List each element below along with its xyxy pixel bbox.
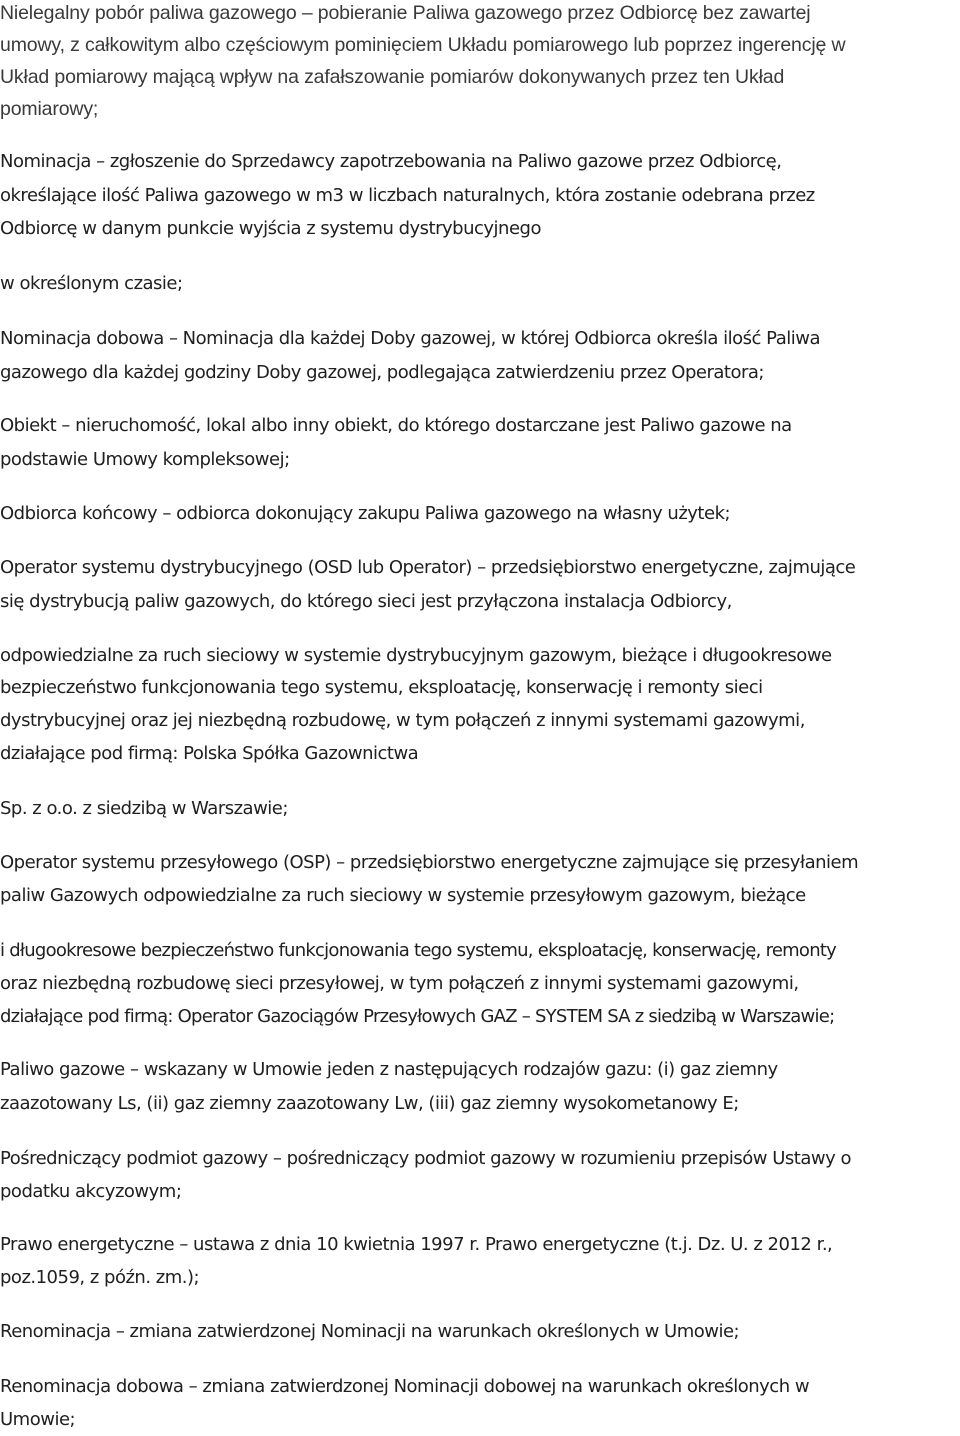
text-line: Odbiorca końcowy – odbiorca dokonujący zakupu Paliwa gazowego na własny użytek; [0, 503, 731, 524]
text-line: oraz niezbędną rozbudowę sieci przesyłowej, w tym połączeń z innymi systemami gazowymi, [0, 973, 799, 994]
text-line: Operator systemu przesyłowego (OSP) – przedsiębiorstwo energetyczne zajmujące się przesyłaniem [0, 852, 859, 873]
text-line: Renominacja dobowa – zmiana zatwierdzonej Nominacji dobowej na warunkach określonych w [0, 1376, 810, 1397]
text-line: Paliwo gazowe – wskazany w Umowie jeden z następujących rodzajów gazu: (i) gaz ziemny [0, 1059, 778, 1080]
text-line: w określonym czasie; [0, 273, 183, 294]
text-line: podatku akcyzowym; [0, 1181, 182, 1202]
text-line: poz.1059, z późn. zm.); [0, 1267, 200, 1288]
text-line: się dystrybucją paliw gazowych, do którego sieci jest przyłączona instalacja Odbiorcy, [0, 591, 732, 612]
text-line: Odbiorcę w danym punkcie wyjścia z systemu dystrybucyjnego [0, 218, 541, 239]
text-line: gazowego dla każdej godziny Doby gazowej, podlegająca zatwierdzeniu przez Operatora; [0, 362, 764, 383]
text-line: działające pod firmą: Operator Gazociągów Przesyłowych GAZ – SYSTEM SA z siedzibą w Warszawie; [0, 1006, 835, 1027]
text-line: Umowie; [0, 1409, 76, 1430]
text-line: Renominacja – zmiana zatwierdzonej Nominacji na warunkach określonych w Umowie; [0, 1321, 740, 1342]
text-line: działające pod firmą: Polska Spółka Gazownictwa [0, 743, 419, 764]
text-line: określające ilość Paliwa gazowego w m3 w liczbach naturalnych, która zostanie odebrana przez [0, 185, 815, 206]
text-line: podstawie Umowy kompleksowej; [0, 449, 290, 470]
text-line: zaazotowany Ls, (ii) gaz ziemny zaazotowany Lw, (iii) gaz ziemny wysokometanowy E; [0, 1093, 739, 1114]
text-line: i długookresowe bezpieczeństwo funkcjonowania tego systemu, eksploatację, konserwację, remonty [0, 940, 837, 961]
text-line: umowy, z całkowitym albo częściowym pominięciem Układu pomiarowego lub poprzez ingerencję w [0, 34, 846, 56]
text-line: Prawo energetyczne – ustawa z dnia 10 kwietnia 1997 r. Prawo energetyczne (t.j. Dz. U. z 2012 r., [0, 1234, 833, 1255]
text-line: Nielegalny pobór paliwa gazowego – pobieranie Paliwa gazowego przez Odbiorcę bez zawartej [0, 2, 811, 24]
text-line: Operator systemu dystrybucyjnego (OSD lub Operator) – przedsiębiorstwo energetyczne, zajmujące [0, 557, 856, 578]
text-line: paliw Gazowych odpowiedzialne za ruch sieciowy w systemie przesyłowym gazowym, bieżące [0, 885, 806, 906]
text-line: Sp. z o.o. z siedzibą w Warszawie; [0, 798, 288, 819]
text-line: odpowiedzialne za ruch sieciowy w systemie dystrybucyjnym gazowym, bieżące i długookresowe [0, 645, 832, 666]
text-line: pomiarowy; [0, 98, 99, 120]
text-line: dystrybucyjnej oraz jej niezbędną rozbudowę, w tym połączeń z innymi systemami gazowymi, [0, 710, 805, 731]
text-line: bezpieczeństwo funkcjonowania tego systemu, eksploatację, konserwację i remonty sieci [0, 677, 763, 698]
text-line: Nominacja – zgłoszenie do Sprzedawcy zapotrzebowania na Paliwo gazowe przez Odbiorcę, [0, 151, 782, 172]
text-line: Obiekt – nieruchomość, lokal albo inny obiekt, do którego dostarczane jest Paliwo gazowe na [0, 415, 792, 436]
text-line: Nominacja dobowa – Nominacja dla każdej Doby gazowej, w której Odbiorca określa ilość Paliwa [0, 328, 821, 349]
text-line: Układ pomiarowy mającą wpływ na zafałszowanie pomiarów dokonywanych przez ten Układ [0, 66, 785, 88]
text-line: Pośredniczący podmiot gazowy – pośredniczący podmiot gazowy w rozumieniu przepisów Ustawy o [0, 1148, 851, 1169]
